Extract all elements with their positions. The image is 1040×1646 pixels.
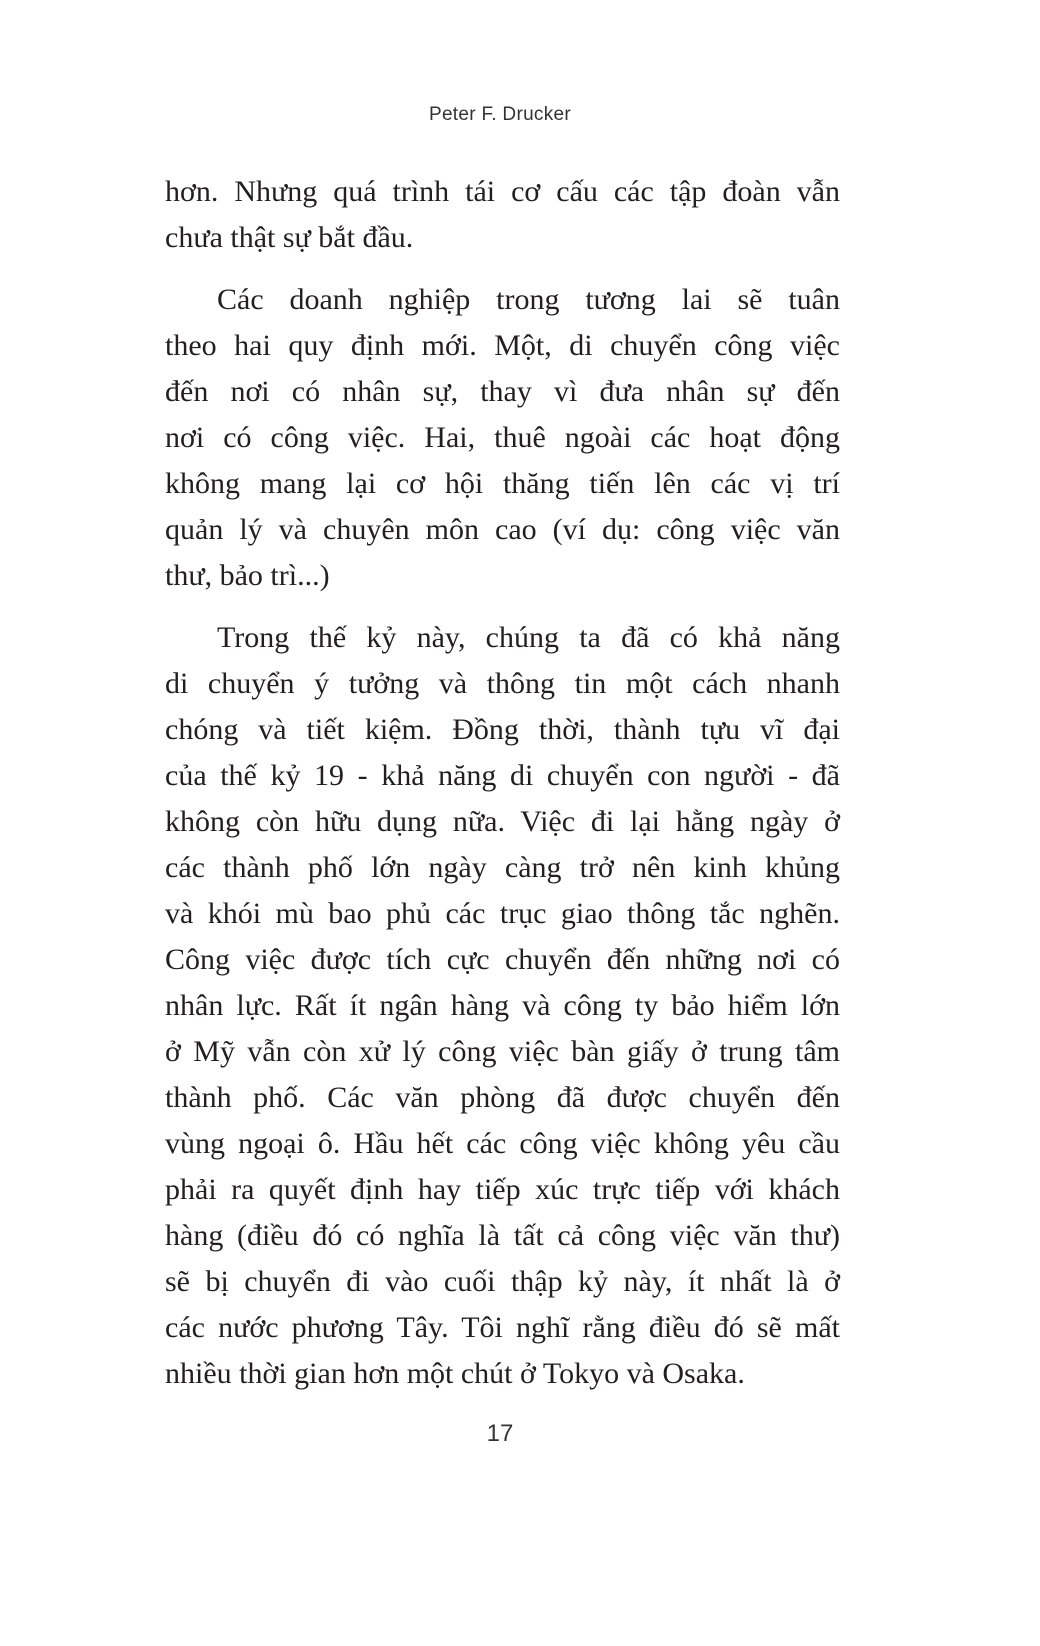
- text-line: của thế kỷ 19 - khả năng di chuyển con người - đã: [165, 759, 840, 792]
- text-line: thư, bảo trì...): [165, 559, 330, 592]
- text-line: nơi có công việc. Hai, thuê ngoài các hoạt động: [165, 421, 840, 454]
- text-line: đến nơi có nhân sự, thay vì đưa nhân sự đến: [165, 375, 840, 408]
- text-line: sẽ bị chuyển đi vào cuối thập kỷ này, ít nhất là ở: [165, 1265, 840, 1298]
- paragraph: [165, 277, 840, 599]
- text-line: nhân lực. Rất ít ngân hàng và công ty bảo hiểm lớn: [165, 989, 840, 1022]
- running-header-author: Peter F. Drucker: [428, 104, 572, 125]
- text-line: hơn. Nhưng quá trình tái cơ cấu các tập đoàn vẫn: [165, 175, 840, 208]
- text-line: không còn hữu dụng nữa. Việc đi lại hằng ngày ở: [165, 805, 840, 838]
- text-line: quản lý và chuyên môn cao (ví dụ: công việc văn: [165, 513, 840, 546]
- text-line: Trong thế kỷ này, chúng ta đã có khả năng: [217, 621, 840, 654]
- text-line: theo hai quy định mới. Một, di chuyển công việc: [165, 329, 840, 362]
- text-line: thành phố. Các văn phòng đã được chuyển đến: [165, 1081, 840, 1114]
- text-line: chưa thật sự bắt đầu.: [165, 221, 414, 254]
- text-line: Công việc được tích cực chuyển đến những nơi có: [165, 943, 840, 976]
- text-line: vùng ngoại ô. Hầu hết các công việc không yêu cầu: [165, 1127, 840, 1160]
- paragraph: [165, 615, 840, 1397]
- body-text: [165, 169, 840, 1397]
- text-line: phải ra quyết định hay tiếp xúc trực tiếp với khách: [165, 1173, 840, 1206]
- text-line: các thành phố lớn ngày càng trở nên kinh khủng: [165, 851, 840, 884]
- text-line: và khói mù bao phủ các trục giao thông tắc nghẽn.: [165, 897, 840, 930]
- text-line: Các doanh nghiệp trong tương lai sẽ tuân: [217, 283, 840, 316]
- page-number: 17: [486, 1420, 514, 1447]
- text-line: hàng (điều đó có nghĩa là tất cả công việc văn thư): [165, 1219, 840, 1252]
- text-line: ở Mỹ vẫn còn xử lý công việc bàn giấy ở trung tâm: [165, 1035, 840, 1068]
- paragraph: [165, 169, 840, 261]
- text-line: không mang lại cơ hội thăng tiến lên các vị trí: [165, 467, 840, 500]
- text-line: chóng và tiết kiệm. Đồng thời, thành tựu vĩ đại: [165, 713, 840, 746]
- text-line: di chuyển ý tưởng và thông tin một cách nhanh: [165, 667, 840, 700]
- text-line: nhiều thời gian hơn một chút ở Tokyo và Osaka.: [165, 1357, 745, 1390]
- text-line: các nước phương Tây. Tôi nghĩ rằng điều đó sẽ mất: [165, 1311, 840, 1344]
